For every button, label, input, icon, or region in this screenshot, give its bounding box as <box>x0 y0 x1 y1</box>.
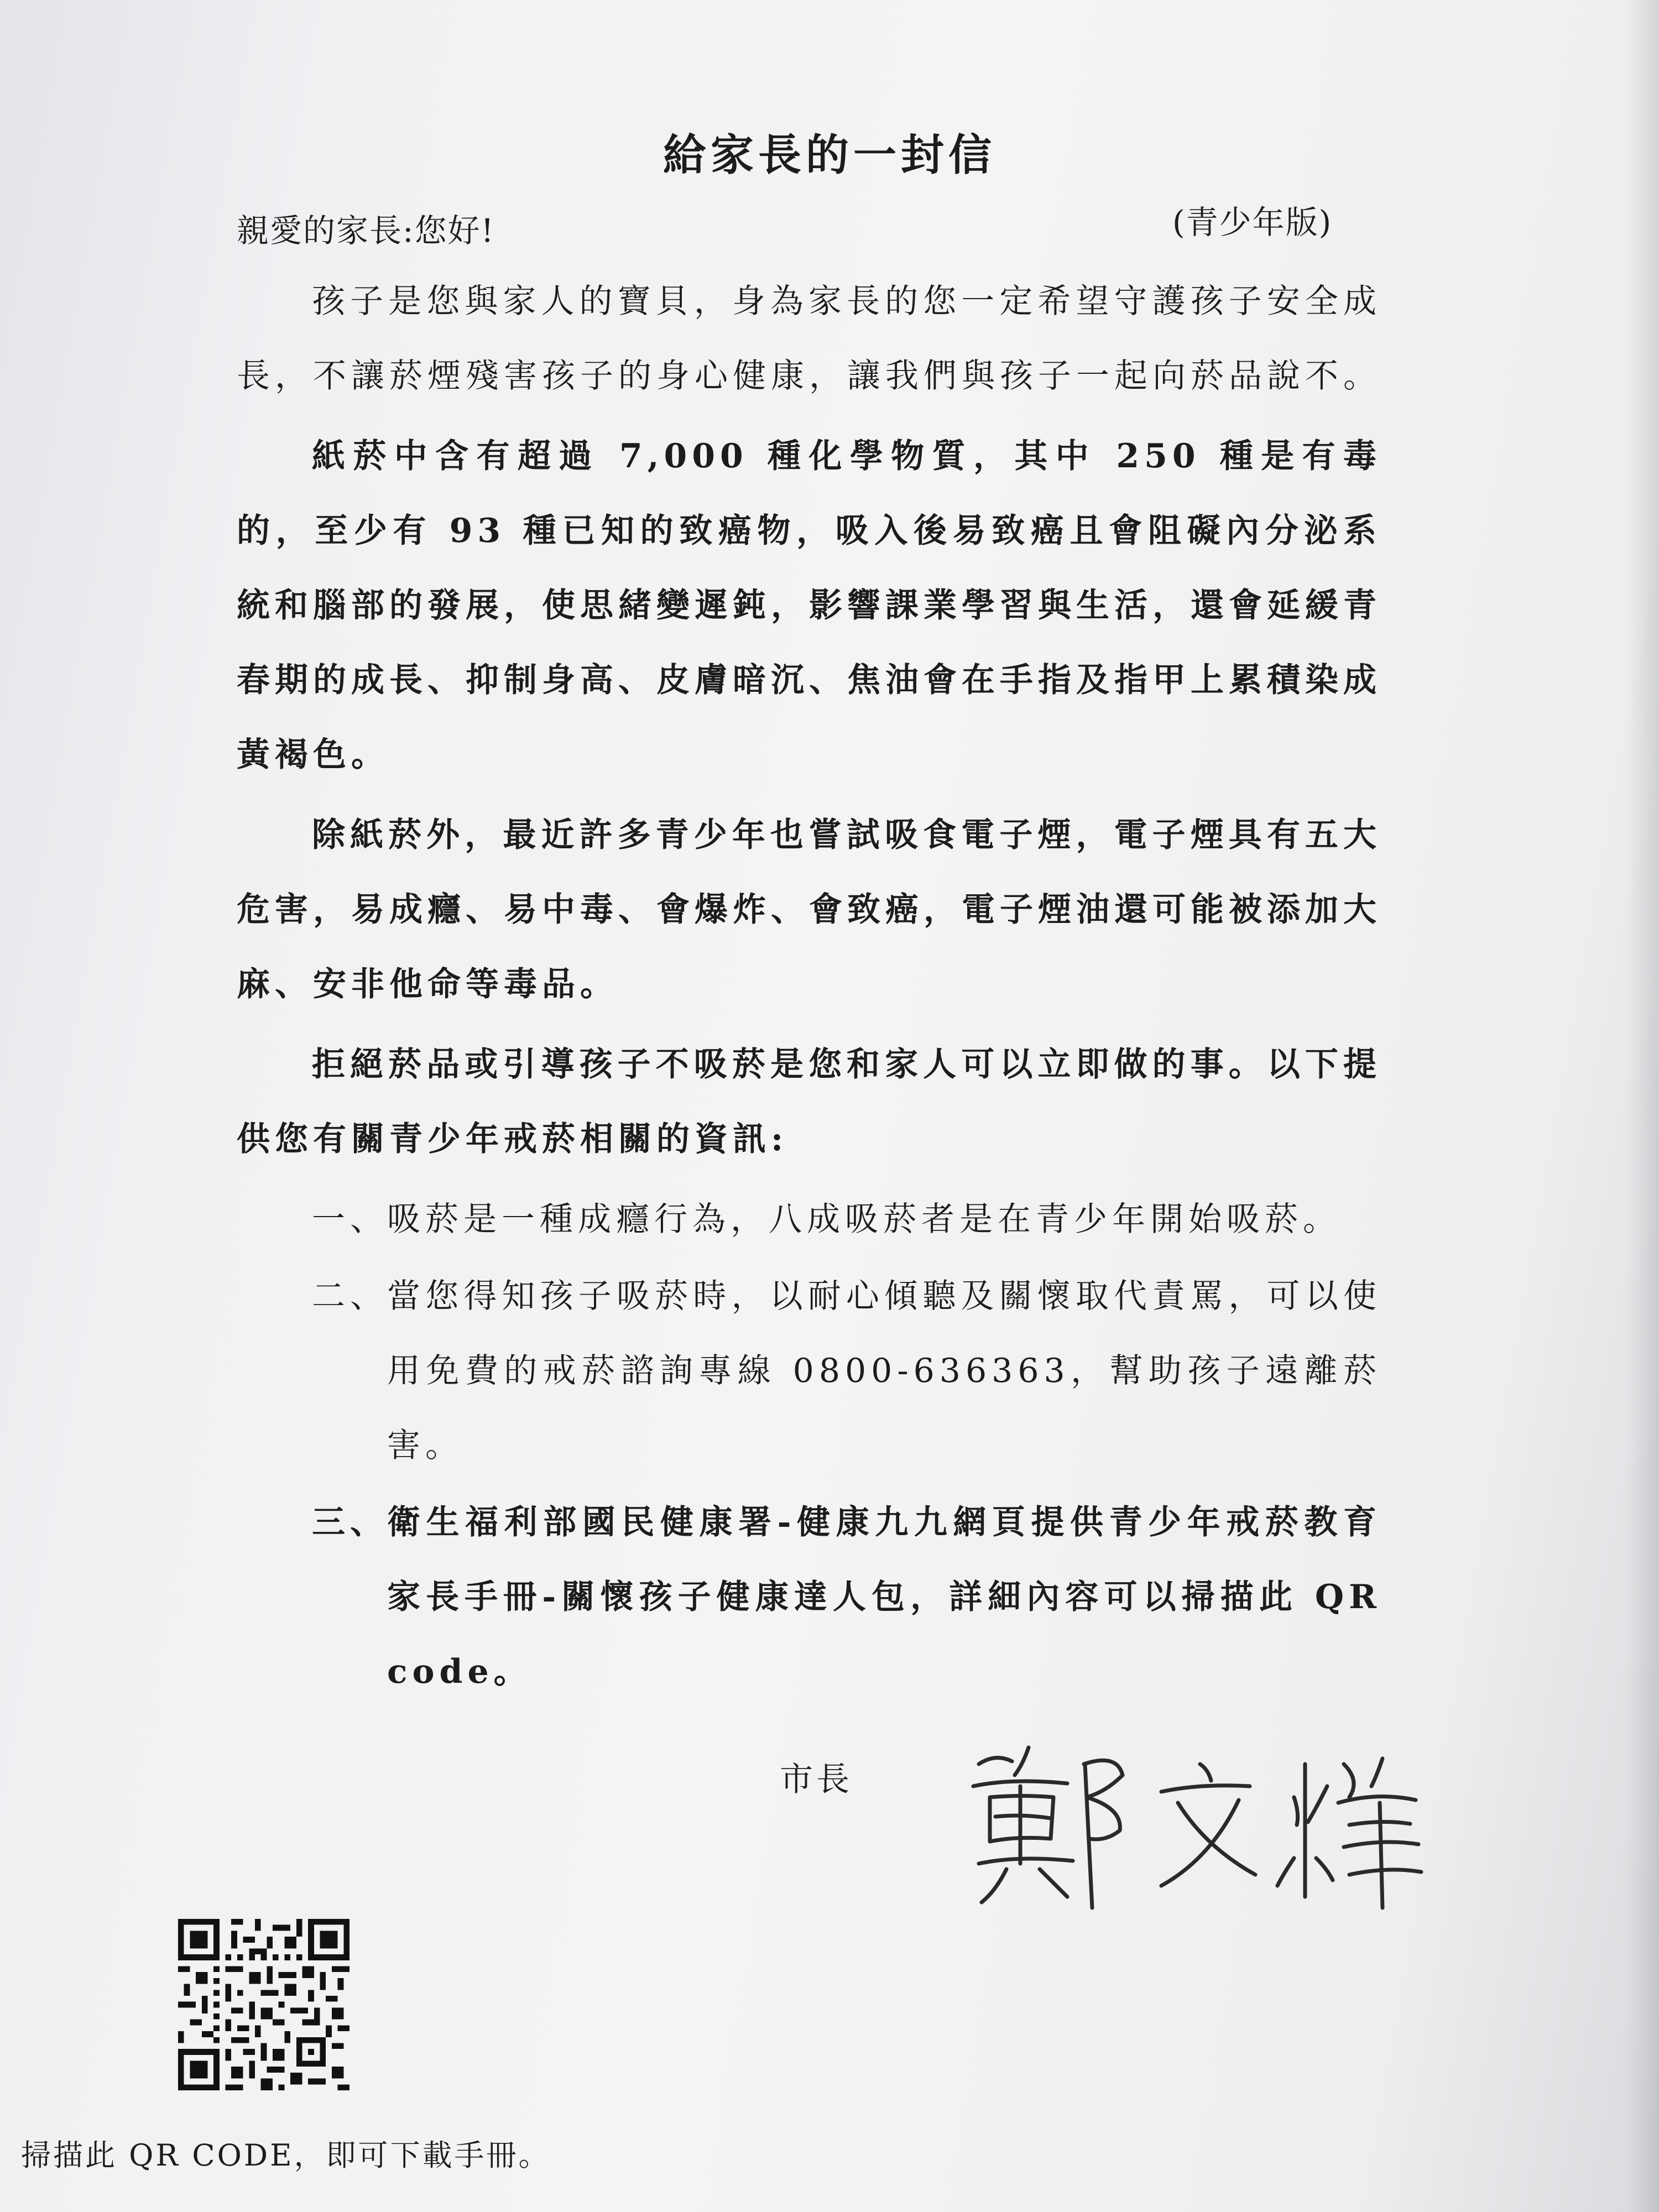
list-item <box>237 1259 1381 1483</box>
list-item <box>237 1182 1381 1257</box>
paragraph-action: 拒絕菸品或引導孩子不吸菸是您和家人可以立即做的事。以下提供您有關青少年戒菸相關的資訊: <box>237 1045 1381 1159</box>
mayor-label: 市長 <box>780 1760 853 1799</box>
list-number: 二、 <box>312 1277 388 1316</box>
list-number: 一、 <box>312 1200 388 1239</box>
list-item-text: 衛生福利部國民健康署-健康九九網頁提供青少年戒菸教育家長手冊-關懷孩子健康達人包，詳細內容可以掃描此 QR code。 <box>387 1503 1381 1691</box>
page-edge-shadow <box>1626 0 1659 2212</box>
qr-code[interactable] <box>178 1919 349 2090</box>
handwritten-signature <box>962 1731 1427 1913</box>
paragraph-cigarettes: 紙菸中含有超過 7,000 種化學物質，其中 250 種是有毒的，至少有 93 種已知的致癌物，吸入後易致癌且會阻礙內分泌系統和腦部的發展，使思緒變遲鈍，影響課業學習與生活，還會延緩青春期的成長、抑制身高、皮膚暗沉、焦油會在手指及指甲上累積染成黃褐色。 <box>237 437 1381 774</box>
letter-body <box>237 264 1381 1712</box>
list-item <box>237 1485 1381 1709</box>
list-number: 三、 <box>312 1503 388 1542</box>
qr-caption: 掃描此 QR CODE，即可下載手冊。 <box>21 2138 551 2173</box>
letter-title: 給家長的一封信 <box>662 130 996 180</box>
paragraph-intro: 孩子是您與家人的寶貝，身為家長的您一定希望守護孩子安全成長，不讓菸煙殘害孩子的身心健康，讓我們與孩子一起向菸品說不。 <box>237 282 1381 395</box>
edition-label: (青少年版) <box>1172 204 1333 241</box>
salutation: 親愛的家長:您好! <box>237 212 495 249</box>
paragraph-e-cigarettes: 除紙菸外，最近許多青少年也嘗試吸食電子煙，電子煙具有五大危害，易成癮、易中毒、會爆炸、會致癌，電子煙油還可能被添加大麻、安非他命等毒品。 <box>237 816 1381 1004</box>
info-list <box>237 1182 1381 1709</box>
list-item-text: 當您得知孩子吸菸時，以耐心傾聽及關懷取代責罵，可以使用免費的戒菸諮詢專線 0800-636363，幫助孩子遠離菸害。 <box>387 1277 1381 1465</box>
list-item-text: 吸菸是一種成癮行為，八成吸菸者是在青少年開始吸菸。 <box>387 1200 1341 1239</box>
